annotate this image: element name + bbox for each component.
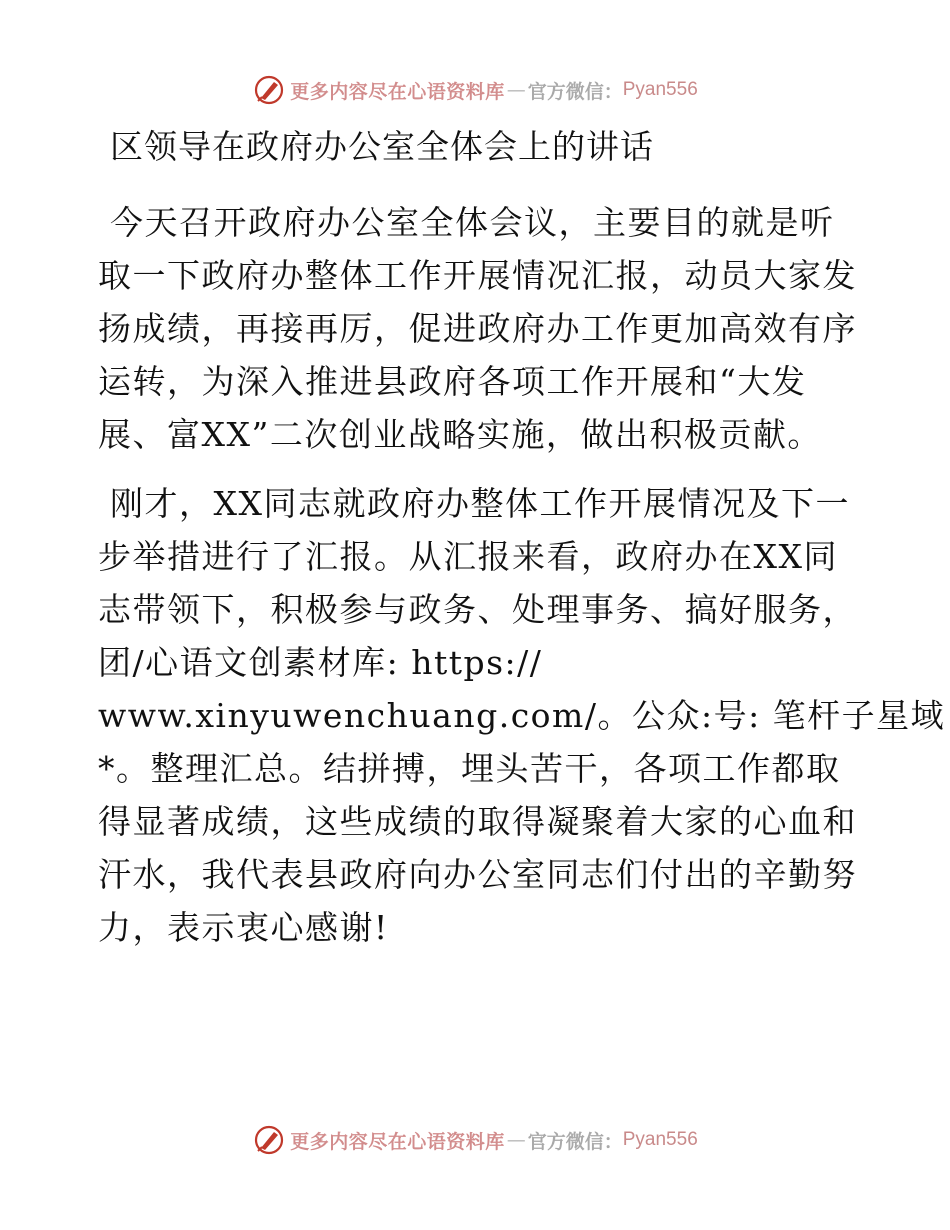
paragraph-line: 展、富XX”二次创业战略实施，做出积极贡献。: [98, 415, 822, 454]
paragraph-line: *。整理汇总。结拼搏，埋头苦干，各项工作都取: [98, 749, 841, 788]
paragraph-line: 力，表示衷心感谢!: [98, 908, 389, 947]
watermark-wechat-label: 官方微信：: [527, 1130, 623, 1153]
paragraph-line: 得显著成绩，这些成绩的取得凝聚着大家的心血和: [98, 802, 857, 841]
paragraph-1: [98, 196, 857, 461]
watermark-brand: 更多内容尽在心语资料库: [290, 1130, 505, 1153]
paragraph-line: 取一下政府办整体工作开展情况汇报，动员大家发: [98, 256, 857, 295]
paragraph-2: [98, 477, 946, 954]
watermark-wechat-id: Pyan556: [622, 1129, 698, 1150]
document-title: 区领导在政府办公室全体会上的讲话: [110, 127, 654, 166]
paragraph-line: 团/心语文创素材库: https://: [98, 643, 543, 682]
footer-watermark: [0, 1120, 950, 1160]
watermark-dash: —: [506, 79, 526, 101]
paragraph-line: 今天召开政府办公室全体会议，主要目的就是听: [110, 203, 835, 242]
watermark-dash: —: [506, 1129, 526, 1151]
watermark-brand: 更多内容尽在心语资料库: [290, 80, 505, 103]
paragraph-line: 步举措进行了汇报。从汇报来看，政府办在XX同: [98, 537, 838, 576]
paragraph-line: 运转，为深入推进县政府各项工作开展和“大发: [98, 362, 807, 401]
paragraph-line: 汗水，我代表县政府向办公室同志们付出的辛勤努: [98, 855, 857, 894]
pen-logo-icon: [252, 1123, 286, 1157]
paragraph-line: 志带领下，积极参与政务、处理事务、搞好服务，: [98, 590, 857, 629]
header-watermark: [0, 70, 950, 110]
paragraph-line: www.xinyuwenchuang.com/。公众:号: 笔杆子星域: [98, 696, 946, 735]
paragraph-line: 扬成绩，再接再厉，促进政府办工作更加高效有序: [98, 309, 857, 348]
watermark-wechat-label: 官方微信：: [527, 80, 623, 103]
pen-logo-icon: [252, 73, 286, 107]
paragraph-line: 刚才，XX同志就政府办整体工作开展情况及下一: [110, 484, 850, 523]
document-body: [98, 196, 946, 970]
watermark-wechat-id: Pyan556: [622, 79, 698, 100]
